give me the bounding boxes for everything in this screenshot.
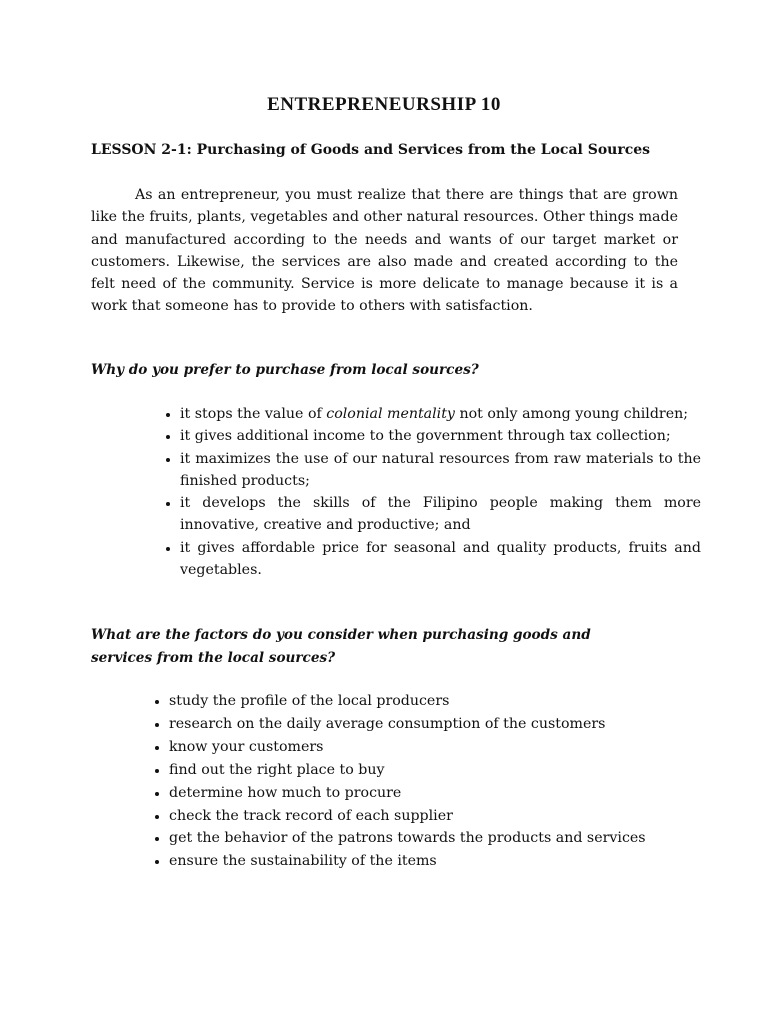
- question-factors: What are the factors do you consider when purchasing goods and services from the local sources?: [91, 627, 591, 666]
- list-item: • it maximizes the use of our natural resources from raw materials to the finished products;: [180, 448, 701, 493]
- list-item: • study the profile of the local producers: [169, 690, 729, 713]
- list-item: • find out the right place to buy: [169, 759, 729, 782]
- intro-paragraph: As an entrepreneur, you must realize that there are things that are grown like the fruits, plants, vegetables and other natural resources. Other things made and manufactured according to the needs and wants of our target market or customers. Likewise, the services are also made and created according to the felt need of the community. Service is more delicate to manage because it is a work that someone has to provide to others with satisfaction.: [91, 187, 678, 315]
- list-item: • research on the daily average consumption of the customers: [169, 713, 729, 736]
- reason-text-suffix: not only among young children;: [454, 406, 689, 422]
- page-title: ENTREPRENEURSHIP 10: [267, 94, 501, 115]
- factors-list: [147, 690, 729, 873]
- list-item: • get the behavior of the patrons towards the products and services: [169, 827, 729, 850]
- reason-text-prefix: it stops the value of: [180, 406, 327, 422]
- list-item: • it gives additional income to the government through tax collection;: [180, 425, 701, 447]
- reasons-list: [157, 403, 701, 581]
- list-item: • know your customers: [169, 736, 729, 759]
- list-item: [180, 403, 701, 425]
- list-item: • determine how much to procure: [169, 782, 729, 805]
- lesson-heading: LESSON 2-1: Purchasing of Goods and Services from the Local Sources: [91, 142, 651, 158]
- list-item: • it gives affordable price for seasonal and quality products, fruits and vegetables.: [180, 537, 701, 582]
- list-item: • it develops the skills of the Filipino people making them more innovative, creative and productive; and: [180, 492, 701, 537]
- list-item: • check the track record of each supplier: [169, 805, 729, 828]
- list-item: • ensure the sustainability of the items: [169, 850, 729, 873]
- reason-emphasis: colonial mentality: [326, 406, 455, 422]
- question-local-sources: Why do you prefer to purchase from local sources?: [91, 362, 479, 378]
